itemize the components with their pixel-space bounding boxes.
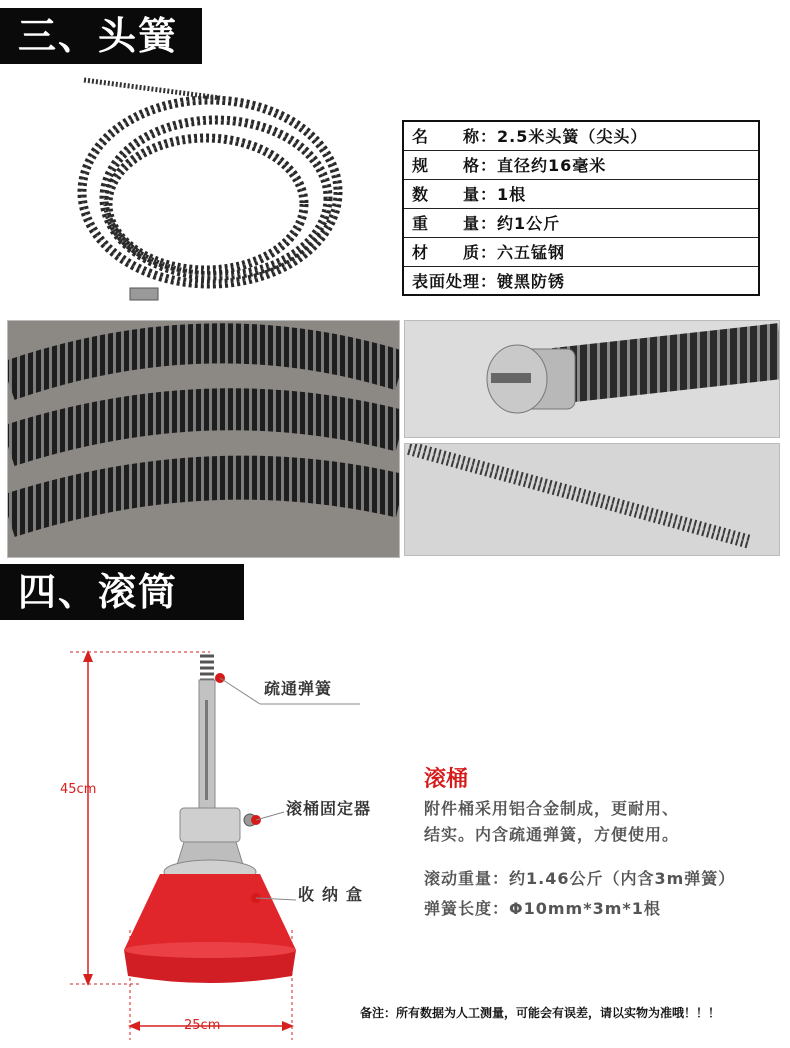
spec-surface: 表面处理：镀黑防锈	[403, 266, 759, 295]
callout-spring: 疏通弹簧	[264, 679, 333, 698]
callout-drum-fixer: 滚桶固定器	[286, 799, 372, 818]
spec-material: 材 质：六五锰钢	[403, 237, 759, 266]
spec-row	[403, 150, 759, 179]
spec-table	[402, 120, 760, 296]
spec-row	[403, 266, 759, 295]
spec-name: 名 称：2.5米头簧（尖头）	[403, 121, 759, 150]
drum-desc-line2: 结实。内含疏通弹簧，方便使用。	[424, 825, 680, 844]
spec-quantity: 数 量：1根	[403, 179, 759, 208]
spring-closeup-photo	[7, 320, 400, 558]
disclaimer-note: 备注：所有数据为人工测量，可能会有误差，请以实物为准哦！！！	[360, 1006, 721, 1020]
section-title-drum: 四、滚筒	[0, 564, 244, 620]
spec-size: 规 格：直径约16毫米	[403, 150, 759, 179]
spring-tip-closeup-photo	[404, 443, 780, 556]
drum-illustration	[60, 640, 360, 1040]
spec-row	[403, 121, 759, 150]
drum-heading: 滚桶	[424, 767, 469, 792]
callout-storage-box: 收纳盒	[298, 885, 371, 904]
section-title-head-spring: 三、头簧	[0, 8, 202, 64]
spec-weight: 重 量：约1公斤	[403, 208, 759, 237]
spec-row	[403, 179, 759, 208]
dimension-height: 45cm	[60, 782, 97, 797]
drum-desc-line1: 附件桶采用铝合金制成，更耐用、	[424, 799, 680, 818]
dimension-width: 25cm	[184, 1018, 221, 1033]
spec-row	[403, 208, 759, 237]
drum-spring-length: 弹簧长度：Φ10mm*3m*1根	[424, 899, 661, 918]
spring-head-closeup-photo	[404, 320, 780, 438]
spec-row	[403, 237, 759, 266]
coiled-spring-photo	[70, 70, 360, 320]
drum-weight: 滚动重量：约1.46公斤（内含3m弹簧）	[424, 869, 736, 888]
